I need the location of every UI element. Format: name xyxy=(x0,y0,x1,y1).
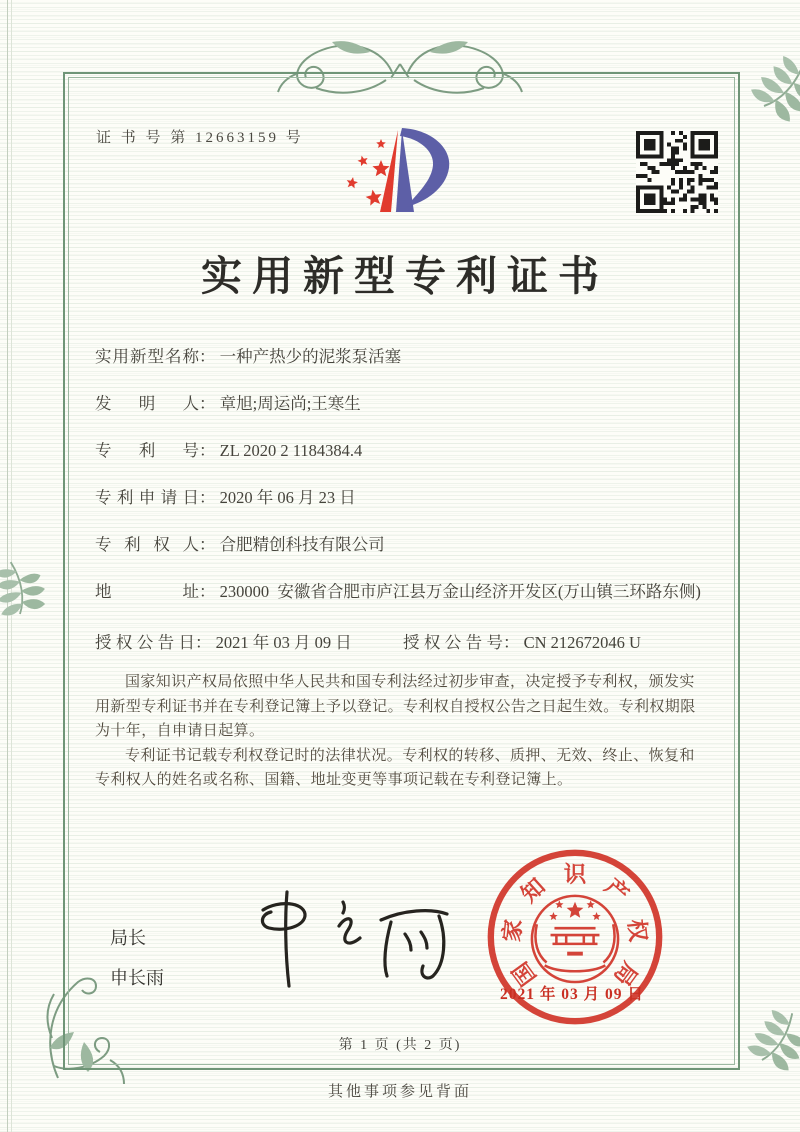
field-value: 230000 安徽省合肥市庐江县万金山经济开发区(万山镇三环路东侧) xyxy=(219,582,701,601)
cnipa-logo xyxy=(336,114,466,236)
field-colon: ： xyxy=(199,488,216,507)
field-label: 发明人 xyxy=(95,394,199,413)
field-label: 地址 xyxy=(95,582,199,601)
svg-text:权: 权 xyxy=(623,917,651,943)
field-row xyxy=(95,532,710,557)
field-value: 一种产热少的泥浆泵活塞 xyxy=(219,347,402,366)
qr-code xyxy=(636,131,718,213)
paper-edge-line xyxy=(7,0,8,1132)
field-colon: ： xyxy=(199,441,216,460)
svg-text:知: 知 xyxy=(516,873,550,908)
director-name: 申长雨 xyxy=(110,968,164,988)
grant-date-value: 2021 年 03 月 09 日 xyxy=(215,633,352,652)
back-note: 其他事项参见背面 xyxy=(327,1084,472,1100)
legal-paragraph-1: 国家知识产权局依照中华人民共和国专利法经过初步审查，决定授予专利权，颁发实用新型专利证书并在专利登记簿上予以登记。专利权自授权公告之日起生效。专利权期限为十年，自申请日起算。 xyxy=(95,674,696,739)
field-value: ZL 2020 2 1184384.4 xyxy=(219,441,363,460)
field-row xyxy=(95,438,710,463)
grant-date-pair xyxy=(95,633,352,652)
grant-row xyxy=(95,630,710,655)
svg-text:识: 识 xyxy=(563,861,587,887)
grant-number-label: 授权公告号 xyxy=(403,633,503,652)
svg-text:家: 家 xyxy=(499,917,527,943)
field-label: 专利权人 xyxy=(95,535,199,554)
field-row xyxy=(95,579,710,604)
director-signature-icon xyxy=(235,886,460,991)
seal-emblem-icon xyxy=(532,896,618,982)
field-label: 实用新型名称 xyxy=(95,347,199,366)
svg-text:产: 产 xyxy=(600,873,634,908)
field-colon: ： xyxy=(199,347,216,366)
grant-date-colon: ： xyxy=(195,633,212,652)
field-colon: ： xyxy=(199,394,216,413)
director-title: 局长 xyxy=(110,928,146,948)
field-colon: ： xyxy=(199,582,216,601)
field-value: 章旭;周运尚;王寒生 xyxy=(219,394,361,413)
field-value: 2020 年 06 月 23 日 xyxy=(219,488,356,507)
field-label: 专利号 xyxy=(95,441,199,460)
field-label: 专利申请日 xyxy=(95,488,199,507)
director-block xyxy=(110,918,164,998)
legal-paragraphs xyxy=(95,670,709,793)
legal-paragraph-2: 专利证书记载专利权登记时的法律状况。专利权的转移、质押、无效、终止、恢复和专利权人的姓名或名称、国籍、地址变更等事项记载在专利登记簿上。 xyxy=(95,747,695,788)
field-colon: ： xyxy=(199,535,216,554)
field-row xyxy=(95,485,710,510)
field-value: 合肥精创科技有限公司 xyxy=(219,535,385,554)
logo-obelisk-icon xyxy=(380,130,414,212)
grant-number-value: CN 212672046 U xyxy=(523,633,641,652)
seal-date: 2021 年 03 月 09 日 xyxy=(500,986,644,1003)
logo-stars-icon xyxy=(346,139,390,206)
svg-text:局: 局 xyxy=(608,957,643,991)
certificate-title: 实用新型专利证书 xyxy=(201,253,609,299)
field-row xyxy=(95,391,710,416)
fields-list xyxy=(95,344,710,626)
certificate-number: 证 书 号 第 12663159 号 xyxy=(96,130,304,146)
field-row xyxy=(95,344,710,369)
grant-number-pair xyxy=(403,630,641,655)
grant-date-label: 授权公告日 xyxy=(95,633,195,652)
svg-text:国: 国 xyxy=(507,957,542,991)
page-number: 第 1 页 (共 2 页) xyxy=(338,1038,462,1053)
paper-edge-line-2 xyxy=(11,0,12,1132)
grant-number-colon: ： xyxy=(503,633,520,652)
fern-sprig-top-right xyxy=(747,47,800,126)
